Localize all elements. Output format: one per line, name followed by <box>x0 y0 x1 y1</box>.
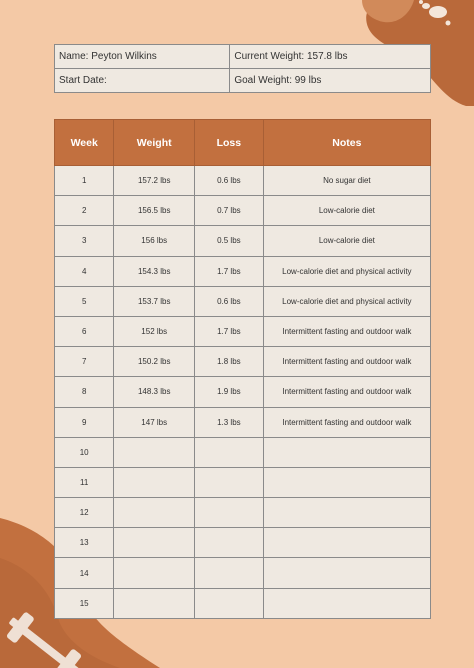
header-weight: Weight <box>114 120 195 166</box>
notes-cell <box>263 437 430 467</box>
table-row <box>55 316 431 346</box>
weight-cell <box>114 558 195 588</box>
loss-cell: 0.5 lbs <box>195 226 264 256</box>
name-field: Name: Peyton Wilkins <box>55 45 230 69</box>
week-cell: 10 <box>55 437 114 467</box>
week-cell: 11 <box>55 467 114 497</box>
table-row <box>55 407 431 437</box>
weight-cell <box>114 467 195 497</box>
header-week: Week <box>55 120 114 166</box>
week-cell: 3 <box>55 226 114 256</box>
loss-cell: 1.7 lbs <box>195 256 264 286</box>
header-notes: Notes <box>263 120 430 166</box>
week-cell: 1 <box>55 166 114 196</box>
week-cell: 6 <box>55 316 114 346</box>
header-loss: Loss <box>195 120 264 166</box>
loss-cell: 1.8 lbs <box>195 347 264 377</box>
loss-cell <box>195 437 264 467</box>
weight-cell: 152 lbs <box>114 316 195 346</box>
loss-cell <box>195 498 264 528</box>
info-table <box>54 44 431 93</box>
week-cell: 4 <box>55 256 114 286</box>
notes-cell <box>263 498 430 528</box>
weight-cell: 156.5 lbs <box>114 196 195 226</box>
table-row <box>55 226 431 256</box>
table-row <box>55 166 431 196</box>
weight-cell: 156 lbs <box>114 226 195 256</box>
current-weight-field: Current Weight: 157.8 lbs <box>230 45 431 69</box>
notes-cell: Intermittent fasting and outdoor walk <box>263 316 430 346</box>
notes-cell: Intermittent fasting and outdoor walk <box>263 407 430 437</box>
loss-cell <box>195 528 264 558</box>
weight-cell: 150.2 lbs <box>114 347 195 377</box>
notes-cell: No sugar diet <box>263 166 430 196</box>
loss-cell: 0.6 lbs <box>195 286 264 316</box>
weight-cell: 147 lbs <box>114 407 195 437</box>
notes-cell: Low-calorie diet and physical activity <box>263 286 430 316</box>
loss-cell: 0.6 lbs <box>195 166 264 196</box>
week-cell: 5 <box>55 286 114 316</box>
week-cell: 13 <box>55 528 114 558</box>
week-cell: 9 <box>55 407 114 437</box>
table-row <box>55 286 431 316</box>
loss-cell <box>195 558 264 588</box>
weight-cell: 148.3 lbs <box>114 377 195 407</box>
notes-cell: Low-calorie diet <box>263 226 430 256</box>
loss-cell <box>195 588 264 618</box>
loss-cell: 1.7 lbs <box>195 316 264 346</box>
loss-cell <box>195 467 264 497</box>
week-cell: 2 <box>55 196 114 226</box>
weight-cell: 154.3 lbs <box>114 256 195 286</box>
notes-cell <box>263 528 430 558</box>
table-row <box>55 196 431 226</box>
weight-cell: 153.7 lbs <box>114 286 195 316</box>
notes-cell: Low-calorie diet and physical activity <box>263 256 430 286</box>
notes-cell <box>263 467 430 497</box>
table-row <box>55 347 431 377</box>
week-cell: 7 <box>55 347 114 377</box>
table-row <box>55 256 431 286</box>
table-row <box>55 528 431 558</box>
weight-cell <box>114 528 195 558</box>
weight-cell: 157.2 lbs <box>114 166 195 196</box>
table-row <box>55 467 431 497</box>
table-row <box>55 437 431 467</box>
week-cell: 14 <box>55 558 114 588</box>
week-cell: 8 <box>55 377 114 407</box>
table-row <box>55 558 431 588</box>
loss-cell: 1.9 lbs <box>195 377 264 407</box>
notes-cell: Intermittent fasting and outdoor walk <box>263 377 430 407</box>
weight-cell <box>114 437 195 467</box>
weight-cell <box>114 498 195 528</box>
week-cell: 15 <box>55 588 114 618</box>
notes-cell: Intermittent fasting and outdoor walk <box>263 347 430 377</box>
start-date-field: Start Date: <box>55 69 230 93</box>
table-row <box>55 588 431 618</box>
notes-cell <box>263 558 430 588</box>
weight-cell <box>114 588 195 618</box>
notes-cell: Low-calorie diet <box>263 196 430 226</box>
notes-cell <box>263 588 430 618</box>
loss-cell: 0.7 lbs <box>195 196 264 226</box>
loss-cell: 1.3 lbs <box>195 407 264 437</box>
table-header-row <box>55 120 431 166</box>
goal-weight-field: Goal Weight: 99 lbs <box>230 69 431 93</box>
table-row <box>55 377 431 407</box>
weight-log-table <box>54 119 431 619</box>
table-row <box>55 498 431 528</box>
week-cell: 12 <box>55 498 114 528</box>
